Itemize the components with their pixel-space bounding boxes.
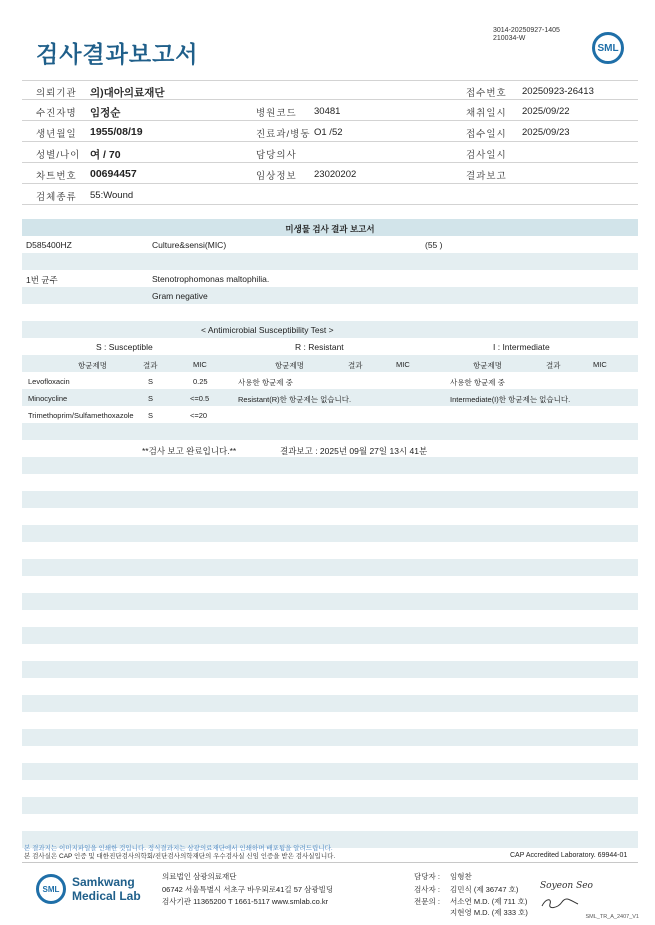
- col-result-i: 결과: [546, 361, 561, 370]
- label-patient-name: 수진자명: [36, 108, 77, 119]
- resistant-note-line2: Resistant(R)한 항균제는 없습니다.: [238, 395, 352, 404]
- staff-name: 서소연 M.D. (제 711 호): [450, 897, 528, 906]
- organism-label: 1번 균주: [26, 275, 58, 285]
- stripe: [22, 797, 638, 814]
- drug-result: S: [148, 394, 154, 403]
- drug-result: S: [148, 411, 154, 420]
- col-mic-r: MIC: [396, 360, 410, 369]
- document-id-line2: 210034-W: [493, 35, 526, 42]
- stripe: [22, 695, 638, 712]
- col-drug-r: 항균제명: [275, 361, 304, 370]
- label-receipt-no: 접수번호: [466, 88, 507, 99]
- staff-label: 담당자 :: [414, 872, 440, 881]
- value-patient-name: 임정순: [90, 107, 121, 119]
- staff-label: 전문의 :: [414, 897, 440, 906]
- report-time: 결과보고 : 2025년 09월 27일 13시 41분: [280, 446, 428, 456]
- drug-mic: <=0.5: [190, 394, 210, 403]
- value-receipt-date: 2025/09/23: [522, 127, 570, 138]
- info-row-chart: [22, 164, 638, 184]
- value-collect-date: 2025/09/22: [522, 106, 570, 117]
- label-institution: 의뢰기관: [36, 88, 77, 99]
- label-department: 진료과/병동: [256, 129, 311, 140]
- drug-mic: <=20: [190, 411, 208, 420]
- drug-name: Levofloxacin: [28, 377, 70, 386]
- value-specimen: 55:Wound: [90, 190, 134, 201]
- col-mic-i: MIC: [593, 360, 607, 369]
- stripe: [22, 287, 638, 304]
- value-birth-date: 1955/08/19: [90, 126, 143, 138]
- col-mic-s: MIC: [193, 360, 207, 369]
- label-receipt-date: 접수일시: [466, 129, 507, 140]
- label-result-report: 결과보고: [466, 171, 507, 182]
- drug-result: S: [148, 377, 154, 386]
- stripe: [22, 729, 638, 746]
- test-code: D585400HZ: [26, 240, 72, 250]
- col-result-r: 결과: [348, 361, 363, 370]
- value-hospital-code: 30481: [314, 106, 341, 117]
- footer-divider: [22, 862, 638, 863]
- stripe: [22, 627, 638, 644]
- info-row-institution: [22, 80, 638, 100]
- info-row-sex: [22, 143, 638, 163]
- lab-name: [72, 875, 141, 903]
- label-specimen: 검체종류: [36, 192, 77, 203]
- report-complete: **검사 보고 완료입니다.**: [142, 446, 237, 456]
- col-result-s: 결과: [143, 361, 158, 370]
- legend-susceptible: S : Susceptible: [96, 342, 153, 352]
- stripe: [22, 559, 638, 576]
- label-clinical-info: 임상정보: [256, 171, 297, 182]
- test-count: (55 ): [425, 240, 443, 250]
- legend-resistant: R : Resistant: [295, 342, 344, 352]
- value-clinical-info: 23020202: [314, 169, 357, 180]
- label-collect-date: 채취일시: [466, 108, 507, 119]
- drug-mic: 0.25: [193, 377, 208, 386]
- drug-name: Minocycline: [28, 394, 68, 403]
- info-row-birth: [22, 122, 638, 142]
- legend-intermediate: I : Intermediate: [493, 342, 550, 352]
- value-receipt-no: 20250923-26413: [522, 86, 594, 97]
- lab-name-line1: Samkwang: [72, 875, 135, 889]
- staff-name: 지현영 M.D. (제 333 호): [450, 908, 528, 917]
- stripe: [22, 253, 638, 270]
- info-row-patient: [22, 101, 638, 121]
- organization: 의료법인 삼광의료재단: [162, 872, 237, 881]
- cap-accreditation: CAP Accredited Laboratory. 69944-01: [510, 852, 628, 859]
- section-title: 미생물 검사 결과 보고서: [285, 224, 375, 234]
- value-chart-no: 00694457: [90, 168, 137, 180]
- staff-name: 임형찬: [450, 872, 472, 881]
- footer-logo-text: SML: [42, 885, 60, 894]
- contact-info: 검사기관 11365200 T 1661-5117 www.smlab.co.kr: [162, 897, 329, 906]
- stripe: [22, 491, 638, 508]
- intermediate-note-line1: 사용한 항균제 중: [450, 378, 505, 387]
- samkwang-logo-icon: [36, 874, 66, 904]
- label-doctor: 담당의사: [256, 150, 297, 161]
- document-id-line1: 3014-20250927-1405: [493, 27, 560, 34]
- accreditation-note: 본 검사실은 CAP 인증 및 대한진단검사의학회/진단검사의학재단의 우수검사실 신임 인증을 받은 검사실입니다.: [24, 853, 336, 860]
- stripe: [22, 593, 638, 610]
- report-title: 검사결과보고서: [36, 41, 199, 67]
- resistant-note-line1: 사용한 항균제 중: [238, 378, 293, 387]
- print-warning: 본 결과지는 이미지파일을 인쇄한 것입니다. 정식결과지는 삼광의료재단에서 인쇄하며 배포됨을 알려드립니다.: [24, 845, 333, 852]
- signature-image: Soyeon Seo: [540, 881, 593, 891]
- stripe: [22, 525, 638, 542]
- label-test-date: 검사일시: [466, 150, 507, 161]
- value-sex-age: 여 / 70: [90, 149, 121, 161]
- intermediate-note-line2: Intermediate(I)한 항균제는 없습니다.: [450, 395, 571, 404]
- ast-title: < Antimicrobial Susceptibility Test >: [201, 325, 334, 335]
- drug-name: Trimethoprim/Sulfamethoxazole: [28, 411, 134, 420]
- col-drug-i: 항균제명: [473, 361, 502, 370]
- organism-name: Stenotrophomonas maltophilia.: [152, 274, 270, 284]
- info-row-specimen: [22, 185, 638, 205]
- value-department: O1 /52: [314, 127, 343, 138]
- organism-gram: Gram negative: [152, 291, 208, 301]
- label-hospital-code: 병원코드: [256, 108, 297, 119]
- document-id: [493, 27, 560, 43]
- label-birth-date: 생년월일: [36, 129, 77, 140]
- stripe: [22, 457, 638, 474]
- signature-scribble-icon: [540, 896, 580, 910]
- logo-text: SML: [597, 43, 619, 54]
- sml-logo-icon: [592, 32, 624, 64]
- col-drug-s: 항균제명: [78, 361, 107, 370]
- stripe: [22, 763, 638, 780]
- value-institution: 의)대아의료재단: [90, 87, 165, 99]
- staff-label: 검사자 :: [414, 885, 440, 894]
- form-id: SML_TR_A_2407_V1: [585, 914, 639, 920]
- label-sex-age: 성별/나이: [36, 150, 81, 161]
- lab-name-line2: Medical Lab: [72, 889, 141, 903]
- staff-name: 김민식 (제 36747 호): [450, 885, 519, 894]
- stripe: [22, 423, 638, 440]
- stripe: [22, 661, 638, 678]
- label-chart-no: 차트번호: [36, 171, 77, 182]
- address: 06742 서울특별시 서초구 바우뫼로41길 57 삼광빌딩: [162, 885, 334, 894]
- test-name: Culture&sensi(MIC): [152, 240, 227, 250]
